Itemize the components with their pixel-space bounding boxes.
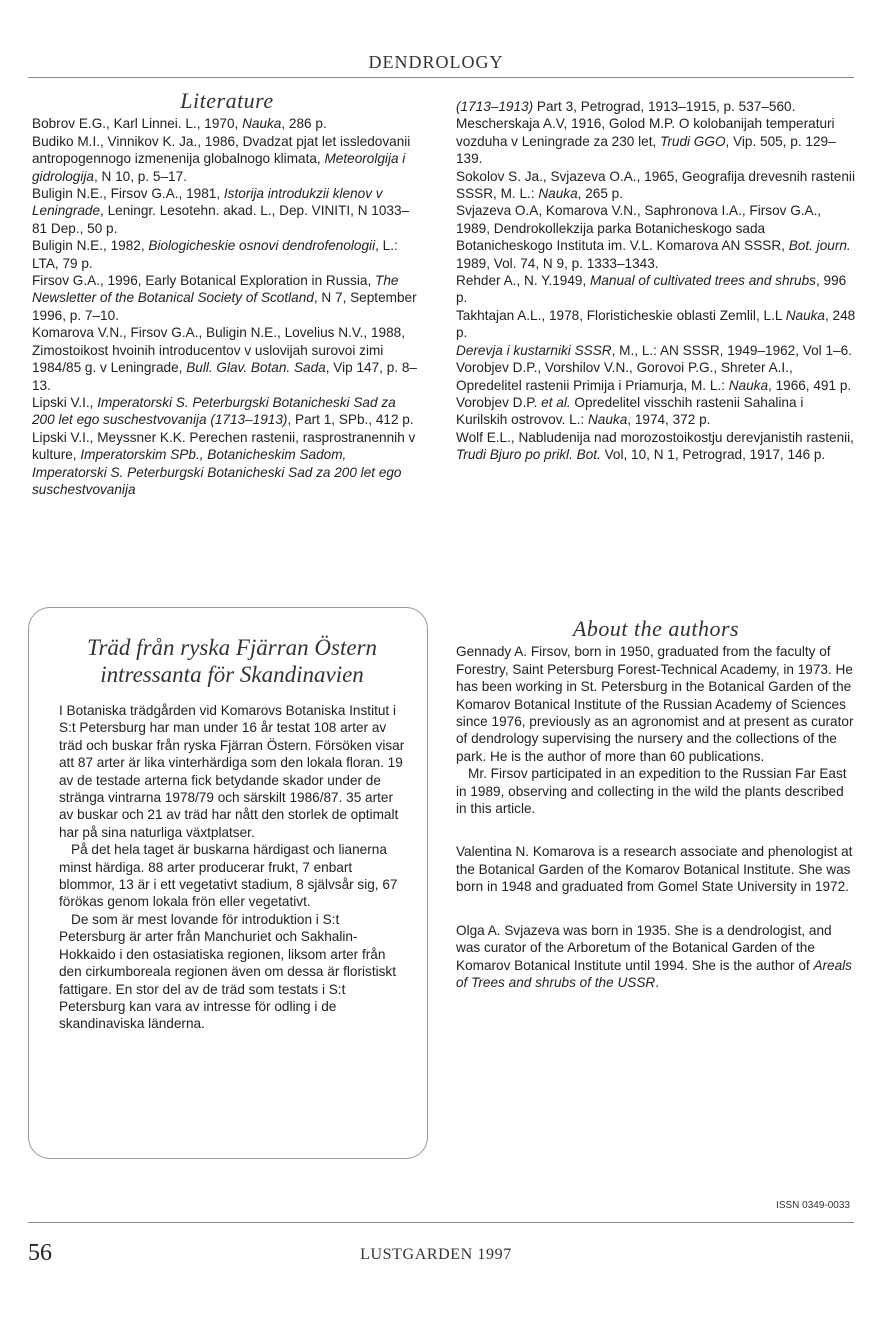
author-bio-firsov-expedition: Mr. Firsov participated in an expedition to the Russian Far East in 1989, observing and collecting in the wild the plants described in this article. <box>456 766 847 817</box>
swedish-summary-box <box>28 607 428 1159</box>
journal-title: LUSTGARDEN 1997 <box>360 1246 512 1263</box>
reference-list-left <box>32 115 422 498</box>
about-authors-section <box>456 616 856 991</box>
reference-entry: Vorobjev D.P. et al. Opredelitel visschih rastenii Sahalina i Kurilskih ostrovov. L.: Nauka, 1974, 372 p. <box>456 394 804 428</box>
literature-title: Literature <box>180 88 274 113</box>
reference-entry: Firsov G.A., 1996, Early Botanical Exploration in Russia, The Newsletter of the Botanical Society of Scotland, N 7, September 1996, p. 7–10. <box>32 273 417 323</box>
footer-rule <box>28 1222 854 1223</box>
swedish-paragraph: I Botaniska trädgården vid Komarovs Botaniska Institut i S:t Petersburg har man under 16 år testat 108 arter av träd och buskar från ryska Fjärran Östern. Försöken visar att 87 arter är lika vinterhärdiga som den lokala floran. 19 av de testade arterna fick betydande skador under de stränga vintrarna 1978/79 och särskilt 1986/87. 35 arter av buskar och 21 av träd har nått den storlek de optimalt har på sina naturliga växtplatser. <box>59 703 405 840</box>
reference-entry: Svjazeva O.A, Komarova V.N., Saphronova I.A., Firsov G.A., 1989, Dendrokollekzija parka Botanicheskogo sada Botanicheskogo Instituta im. V.L. Komarova AN SSSR, Bot. journ. 1989, Vol. 74, N 9, p. 1333–1343. <box>456 203 851 271</box>
reference-entry: Budiko M.I., Vinnikov K. Ja., 1986, Dvadzat pjat let issledovanii antropogennogo izmenenija globalnogo klimata, Meteorolgija i gidrologija, N 10, p. 5–17. <box>32 133 411 184</box>
header-rule <box>28 77 854 78</box>
reference-entry: Takhtajan A.L., 1978, Floristicheskie oblasti Zemlil, L.L Nauka, 248 p. <box>456 307 856 341</box>
issn-number: ISSN 0349-0033 <box>776 1200 850 1211</box>
swedish-summary-title: Träd från ryska Fjärran Östern intressanta för Skandinavien <box>86 635 378 687</box>
reference-entry: Derevja i kustarniki SSSR, M., L.: AN SSSR, 1949–1962, Vol 1–6. <box>456 342 852 358</box>
reference-entry: Buligin N.E., 1982, Biologicheskie osnovi dendrofenologii, L.: LTA, 79 p. <box>32 238 398 271</box>
author-bio-svjazeva: Olga A. Svjazeva was born in 1935. She is a dendrologist, and was curator of the Arboretum of the Botanical Garden of the Komarov Botanical Institute until 1994. She is the author of Areals of Trees and shrubs of the USSR. <box>456 922 852 990</box>
reference-entry: Buligin N.E., Firsov G.A., 1981, Istorija introdukzii klenov v Leningrade, Leningr. Lesotehn. akad. L., Dep. VINITI, N 1033–81 Dep., 50 p. <box>32 186 410 236</box>
reference-entry: Sokolov S. Ja., Svjazeva O.A., 1965, Geografija drevesnih rastenii SSSR, M. L.: Nauka, 265 p. <box>456 168 855 202</box>
swedish-paragraph: De som är mest lovande för introduktion i S:t Petersburg är arter från Manchuriet och Sakhalin-Hokkaido i den ostasiatiska regionen, liksom arter från den cirkumboreala regionen även om dessa är floristiskt fattigare. En stor del av de träd som testats i S:t Petersburg kan vara av intresse för odling i de skandinaviska länderna. <box>59 911 396 1032</box>
author-bio-komarova: Valentina N. Komarova is a research associate and phenologist at the Botanical Garden of the Komarov Botanical Institute. She was born in 1948 and graduated from Gomel State University in 1972. <box>456 844 853 895</box>
reference-list-right <box>456 98 856 464</box>
reference-entry: Rehder A., N. Y.1949, Manual of cultivated trees and shrubs, 996 p. <box>456 273 847 306</box>
author-bio-firsov: Gennady A. Firsov, born in 1950, graduated from the faculty of Forestry, Saint Petersburg Forest-Technical Academy, in 1973. He has been working in St. Petersburg in the Botanical Garden of the Komarov Botanical Institute of the Russian Academy of Sciences since 1976, previously as an agronomist and at present as curator of dendrology supervising the nursery and the collections of the park. He is the author of more than 60 publications. <box>456 644 854 764</box>
literature-column-right <box>456 98 856 464</box>
running-header: DENDROLOGY <box>368 52 504 72</box>
reference-entry: (1713–1913) Part 3, Petrograd, 1913–1915, p. 537–560. <box>456 99 796 114</box>
reference-entry: Bobrov E.G., Karl Linnei. L., 1970, Nauka, 286 p. <box>32 116 327 132</box>
reference-entry: Lipski V.I., Meyssner K.K. Perechen rastenii, rasprostranennih v kulture, Imperatorskim SPb., Botanicheskim Sadom, Imperatorski S. Peterburgski Botanicheski Sad za 200 let ego suschestvovanija <box>32 429 416 497</box>
literature-column-left <box>32 88 422 498</box>
reference-entry: Komarova V.N., Firsov G.A., Buligin N.E., Lovelius N.V., 1988, Zimostoikost hvoinih introducentov v uslovijah surovoi zimi 1984/85 g. v Leningrade, Bull. Glav. Botan. Sada, Vip 147, p. 8–13. <box>32 325 417 393</box>
reference-entry: Wolf E.L., Nabludenija nad morozostoikostju derevjanistih rastenii, Trudi Bjuro po prikl. Bot. Vol, 10, N 1, Petrograd, 1917, 146 p. <box>456 429 854 463</box>
about-authors-title: About the authors <box>572 616 740 641</box>
reference-entry: Mescherskaja A.V, 1916, Golod M.P. O kolobanijah temperaturi vozduha v Leningrade za 230 let, Trudi GGO, Vip. 505, p. 129–139. <box>456 116 836 167</box>
reference-entry: Lipski V.I., Imperatorski S. Peterburgski Botanicheski Sad za 200 let ego suschestvovanija (1713–1913), Part 1, SPb., 412 p. <box>32 394 414 428</box>
swedish-paragraph: På det hela taget är buskarna härdigast och lianerna minst härdiga. 88 arter producerar frukt, 7 enbart blommor, 13 är i ett vegetativt stadium, 8 självsår sig, 67 förökas genom lokala frön eller vegetativt. <box>59 842 398 910</box>
page-number: 56 <box>28 1240 52 1266</box>
reference-entry: Vorobjev D.P., Vorshilov V.N., Gorovoi P.G., Shreter A.I., Opredelitel rastenii Primija i Priamurja, M. L.: Nauka, 1966, 491 p. <box>456 360 852 393</box>
